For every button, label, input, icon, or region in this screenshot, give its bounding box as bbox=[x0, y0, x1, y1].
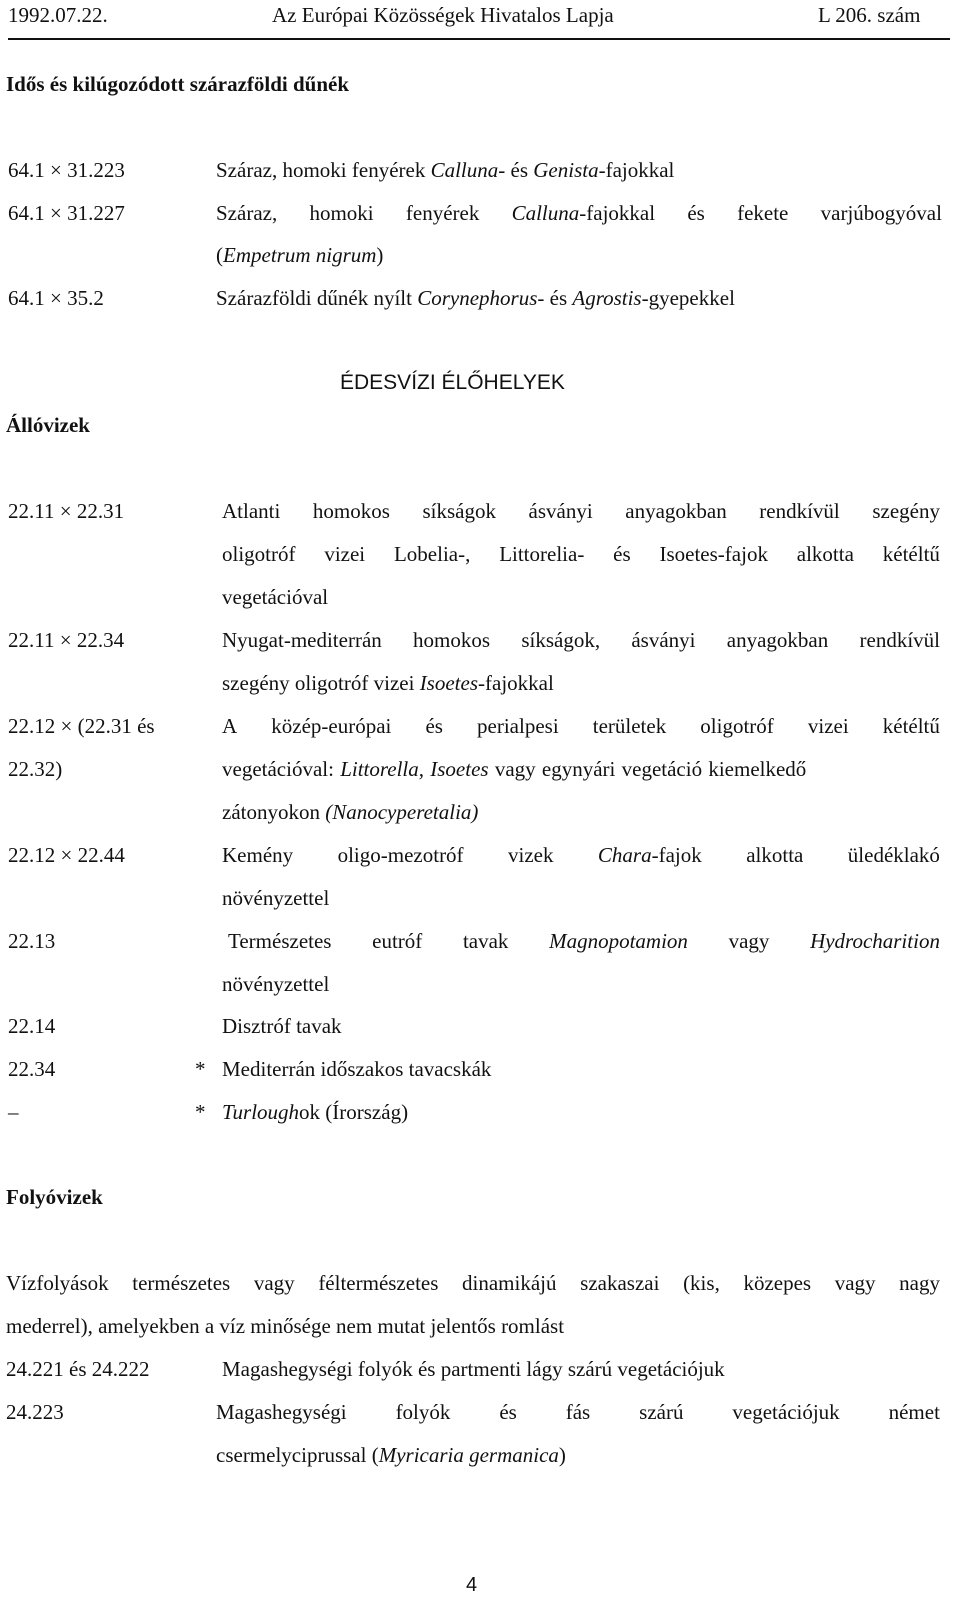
habitat-description-cont bbox=[222, 542, 940, 567]
habitat-code: 22.11 × 22.31 bbox=[8, 499, 125, 523]
habitat-code: 24.223 bbox=[6, 1400, 64, 1424]
section-heading-standing-water: Állóvizek bbox=[6, 413, 90, 437]
word: alkotta bbox=[796, 542, 854, 566]
desc-part: vagy egynyári vegetáció kiemelkedő bbox=[488, 757, 807, 781]
section-heading-running-water: Folyóvizek bbox=[6, 1185, 103, 1209]
word: Isoetes-fajok bbox=[659, 542, 768, 566]
habitat-description-cont: növényzettel bbox=[222, 972, 330, 996]
word: oligotróf bbox=[222, 542, 296, 566]
habitat-code-cont: 22.32) bbox=[8, 757, 63, 781]
habitat-description bbox=[222, 1100, 408, 1125]
habitat-code: 64.1 × 35.2 bbox=[8, 286, 104, 310]
habitat-description: Mediterrán időszakos tavacskák bbox=[222, 1057, 492, 1081]
main-heading: ÉDESVÍZI ÉLŐHELYEK bbox=[340, 371, 565, 394]
word: vegetációjuk bbox=[732, 1400, 840, 1424]
word: fenyérek bbox=[405, 201, 480, 225]
word: fekete bbox=[737, 201, 789, 225]
habitat-code: 24.221 és 24.222 bbox=[6, 1357, 150, 1381]
desc-part: -fajokkal bbox=[598, 158, 675, 182]
word: üledéklakó bbox=[847, 843, 940, 867]
word: közép-európai bbox=[271, 714, 392, 738]
section-heading-dunes: Idős és kilúgozódott szárazföldi dűnék bbox=[6, 72, 350, 96]
header-title: Az Európai Közösségek Hivatalos Lapja bbox=[272, 3, 614, 27]
word: perialpesi bbox=[477, 714, 559, 738]
page-number: 4 bbox=[466, 1574, 478, 1596]
desc-part: ( bbox=[216, 243, 223, 267]
habitat-code: 22.11 × 22.34 bbox=[8, 628, 125, 652]
desc-italic: Corynephorus bbox=[417, 286, 538, 310]
word: Littorelia- bbox=[499, 542, 585, 566]
header-issue: L 206. szám bbox=[818, 3, 921, 27]
habitat-description-cont: vegetációval bbox=[222, 585, 329, 609]
habitat-description: Disztróf tavak bbox=[222, 1014, 342, 1038]
header-rule bbox=[8, 38, 950, 40]
habitat-description bbox=[222, 499, 940, 524]
word: vizei bbox=[807, 714, 849, 738]
habitat-code: 22.12 × 22.44 bbox=[8, 843, 125, 867]
word: ásványi bbox=[528, 499, 593, 523]
word: ásványi bbox=[631, 628, 696, 652]
word: eutróf bbox=[372, 929, 423, 953]
habitat-description bbox=[222, 628, 940, 653]
word: homokos bbox=[312, 499, 390, 523]
section-paragraph bbox=[6, 1271, 940, 1296]
word: természetes bbox=[132, 1271, 231, 1295]
desc-part: zátonyokon bbox=[222, 800, 326, 824]
habitat-code: 64.1 × 31.227 bbox=[8, 201, 125, 225]
desc-italic: Genista bbox=[533, 158, 599, 182]
desc-italic: Myricaria germanica bbox=[378, 1443, 559, 1467]
page-header bbox=[0, 1, 960, 31]
habitat-code: 22.14 bbox=[8, 1014, 56, 1038]
desc-part: ok (Írország) bbox=[299, 1100, 409, 1124]
header-date: 1992.07.22. bbox=[8, 3, 108, 27]
word: Természetes bbox=[228, 929, 332, 953]
word: oligotróf bbox=[700, 714, 774, 738]
word: kétéltű bbox=[882, 714, 940, 738]
word: Magashegységi bbox=[216, 1400, 347, 1424]
word: varjúbogyóval bbox=[820, 201, 942, 225]
word: Nyugat-mediterrán bbox=[222, 628, 382, 652]
word: Kemény bbox=[222, 843, 294, 867]
word: nagy bbox=[899, 1271, 940, 1295]
word: vagy bbox=[728, 929, 770, 953]
word: fás bbox=[565, 1400, 591, 1424]
word-italic: Hydrocharition bbox=[810, 929, 940, 953]
word: (kis, bbox=[683, 1271, 720, 1295]
desc-part: vegetációval: bbox=[222, 757, 341, 781]
desc-part: ) bbox=[558, 1443, 566, 1467]
habitat-description bbox=[222, 843, 940, 868]
word: vagy bbox=[834, 1271, 876, 1295]
word: és bbox=[687, 201, 705, 225]
word-italic: Magnopotamion bbox=[549, 929, 688, 953]
habitat-description-cont: növényzettel bbox=[222, 886, 330, 910]
word: anyagokban bbox=[726, 628, 829, 652]
word-italic-mix: Calluna-fajokkal bbox=[511, 201, 656, 225]
word: szegény bbox=[872, 499, 940, 523]
word: dinamikájú bbox=[462, 1271, 557, 1295]
word: síkságok bbox=[422, 499, 496, 523]
word: vizek bbox=[508, 843, 554, 867]
word: kétéltű bbox=[882, 542, 940, 566]
word: vizei bbox=[324, 542, 366, 566]
desc-part: Szárazföldi dűnék nyílt bbox=[216, 286, 418, 310]
habitat-description bbox=[228, 929, 940, 954]
word: Száraz, bbox=[216, 201, 278, 225]
desc-italic: Calluna bbox=[430, 158, 499, 182]
habitat-description-cont bbox=[222, 671, 554, 696]
habitat-code: 22.13 bbox=[8, 929, 56, 953]
habitat-description-cont bbox=[216, 1443, 566, 1468]
word: vagy bbox=[253, 1271, 295, 1295]
word: folyók bbox=[395, 1400, 451, 1424]
habitat-description bbox=[216, 158, 674, 183]
word: A bbox=[222, 714, 238, 738]
word: és bbox=[613, 542, 631, 566]
word: alkotta bbox=[746, 843, 804, 867]
habitat-code: 22.12 × (22.31 és bbox=[8, 714, 155, 738]
word: közepes bbox=[743, 1271, 812, 1295]
word: anyagokban bbox=[625, 499, 727, 523]
habitat-description: Magashegységi folyók és partmenti lágy szárú vegetációjuk bbox=[222, 1357, 725, 1381]
habitat-code: 22.34 bbox=[8, 1057, 56, 1081]
habitat-description bbox=[216, 201, 942, 226]
habitat-description bbox=[222, 714, 940, 739]
desc-part: csermelyciprussal ( bbox=[216, 1443, 379, 1467]
habitat-code: 64.1 × 31.223 bbox=[8, 158, 125, 182]
desc-part: ) bbox=[376, 243, 384, 267]
word: szakaszai bbox=[580, 1271, 660, 1295]
word: és bbox=[499, 1400, 517, 1424]
habitat-description-cont bbox=[222, 800, 478, 825]
habitat-description bbox=[216, 1400, 940, 1425]
desc-part: - és bbox=[498, 158, 534, 182]
word: homokos bbox=[413, 628, 491, 652]
desc-italic: Littorella, Isoetes bbox=[340, 757, 489, 781]
word: oligo-mezotróf bbox=[337, 843, 464, 867]
habitat-code: – bbox=[8, 1100, 19, 1124]
desc-italic: Agrostis bbox=[572, 286, 642, 310]
word: területek bbox=[592, 714, 667, 738]
priority-star: * bbox=[195, 1057, 206, 1081]
word: szárú bbox=[639, 1400, 684, 1424]
habitat-description bbox=[216, 286, 735, 311]
desc-italic: Turlough bbox=[222, 1100, 300, 1124]
section-paragraph-cont: mederrel), amelyekben a víz minősége nem mutat jelentős romlást bbox=[6, 1314, 565, 1338]
word: Atlanti bbox=[222, 499, 281, 523]
word: homoki bbox=[309, 201, 374, 225]
word: tavak bbox=[462, 929, 509, 953]
habitat-description-cont bbox=[222, 757, 940, 782]
word: rendkívül bbox=[759, 499, 840, 523]
desc-part: Száraz, homoki fenyérek bbox=[216, 158, 431, 182]
priority-star: * bbox=[195, 1100, 206, 1124]
desc-part: szegény oligotróf vizei bbox=[222, 671, 420, 695]
desc-italic: (Nanocyperetalia) bbox=[325, 800, 479, 824]
word: féltermészetes bbox=[318, 1271, 439, 1295]
word: és bbox=[425, 714, 443, 738]
desc-part: - és bbox=[537, 286, 573, 310]
desc-italic: Empetrum nigrum bbox=[223, 243, 377, 267]
habitat-description-cont bbox=[216, 243, 383, 268]
word: rendkívül bbox=[859, 628, 940, 652]
desc-part: -gyepekkel bbox=[641, 286, 735, 310]
word: Vízfolyások bbox=[6, 1271, 109, 1295]
desc-italic: Isoetes bbox=[419, 671, 479, 695]
word: síkságok, bbox=[521, 628, 601, 652]
word: német bbox=[888, 1400, 940, 1424]
word: Lobelia-, bbox=[393, 542, 471, 566]
word-italic-mix: Chara-fajok bbox=[597, 843, 702, 867]
desc-part: -fajokkal bbox=[478, 671, 554, 695]
